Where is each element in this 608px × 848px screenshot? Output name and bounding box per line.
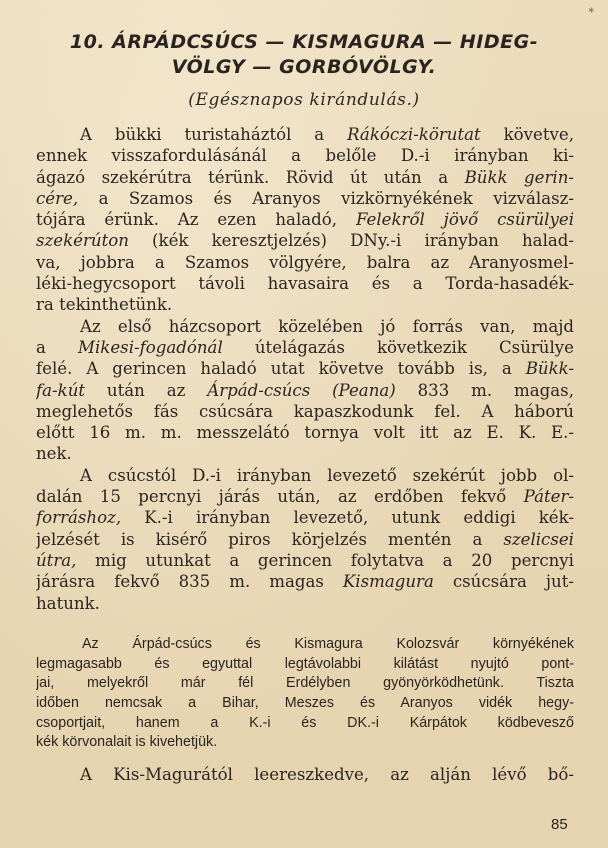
emphasized-text: Bükk-: [525, 359, 574, 379]
line-text: (kék keresztjelzés) DNy.-i irányban halad-: [128, 231, 574, 251]
line-text: A csúcstól D.-i irányban levezető szekérút jobb ol-: [80, 465, 574, 485]
small-print-note: [36, 635, 574, 753]
line-text: útelágazás következik Csürülye: [222, 337, 574, 357]
line-text: felé. A gerincen haladó utat követve tovább is, a: [36, 359, 526, 379]
text-line: [36, 465, 574, 486]
text-line: [36, 209, 574, 230]
emphasized-text: Páter-: [523, 487, 574, 507]
line-text: mig utunkat a gerincen folytatva a 20 percnyi: [76, 550, 574, 570]
line-text: A bükki turistaháztól a: [80, 125, 348, 144]
line-text: a: [36, 337, 78, 357]
text-line: [36, 273, 574, 294]
emphasized-text: szekérúton: [36, 231, 129, 251]
text-line: [36, 733, 574, 753]
text-line: [36, 294, 574, 315]
line-text: kék körvonalait is kivehetjük.: [36, 734, 218, 751]
text-line: [36, 230, 574, 251]
text-line: [36, 188, 574, 209]
line-text: jelzését is kisérő piros körjelzés mentén a: [36, 529, 504, 549]
text-line: [36, 145, 574, 166]
emphasized-text: Bükk gerin-: [464, 167, 574, 187]
text-line: [36, 380, 574, 401]
line-text: ágazó szekérútra térünk. Rövid út után a: [36, 167, 465, 187]
text-line: [36, 422, 574, 443]
body-text: [36, 124, 574, 614]
line-text: va, jobbra a Szamos völgyére, balra az Aranyosmel-: [36, 252, 574, 272]
line-text: járásra fekvő 835 m. magas: [36, 572, 343, 592]
line-text: tójára érünk. Az ezen haladó,: [36, 210, 356, 230]
emphasized-text: Árpád-csúcs (Peana): [207, 380, 396, 400]
text-line: [36, 124, 574, 145]
emphasized-text: fa-kút: [36, 380, 86, 400]
final-paragraph: [36, 764, 574, 785]
heading-line-1: 10. ÁRPÁDCSÚCS — KISMAGURA — HIDEG-: [69, 31, 539, 53]
text-line: [36, 655, 574, 675]
emphasized-text: Kismagura: [342, 572, 434, 592]
text-line: [36, 714, 574, 734]
line-text: 833 m. magas,: [395, 380, 574, 400]
text-line: [36, 316, 574, 337]
line-text: meglehetős fás csúcsára kapaszkodunk fel. A háború: [36, 401, 574, 421]
text-line: [36, 550, 574, 571]
line-text: K.-i irányban levezető, utunk eddigi kék-: [121, 508, 574, 528]
heading-line-2: VÖLGY — GORBÓVÖLGY.: [171, 56, 437, 78]
line-text: csoportjait, hanem a K.-i és DK.-i Kárpátok ködbevesző: [36, 714, 574, 731]
line-text: követve,: [480, 125, 574, 144]
text-line: [36, 486, 574, 507]
emphasized-text: útra,: [36, 550, 77, 570]
page-number: 85: [551, 816, 568, 833]
emphasized-text: Rákóczi-körutat: [347, 125, 481, 144]
corner-mark: *: [588, 6, 594, 19]
text-line: [36, 252, 574, 273]
line-text: jai, melyekről már fél Erdélyben gyönyörködhetünk. Tiszta: [36, 675, 574, 692]
text-line: [36, 694, 574, 714]
text-line: [36, 635, 574, 655]
chapter-subtitle: (Egésznapos kirándulás.): [188, 90, 420, 110]
text-line: [36, 529, 574, 550]
line-text: Az Árpád-csúcs és Kismagura Kolozsvár környékének: [82, 636, 574, 652]
line-text: dalán 15 percnyi járás után, az erdőben fekvő: [36, 487, 524, 507]
emphasized-text: cére,: [36, 188, 79, 208]
emphasized-text: forráshoz,: [36, 508, 122, 528]
line-text: csúcsára jut-: [433, 572, 574, 592]
line-text: Az első házcsoport közelében jó forrás van, majd: [80, 316, 574, 336]
text-line: [36, 358, 574, 379]
chapter-heading: [40, 30, 568, 80]
line-text: hatunk.: [36, 593, 100, 613]
text-line: [36, 507, 574, 528]
text-line: [36, 167, 574, 188]
text-line: [36, 674, 574, 694]
line-text: időben nemcsak a Bihar, Meszes és Aranyos vidék hegy-: [36, 695, 574, 712]
text-line: [36, 571, 574, 592]
text-line: [36, 593, 574, 614]
line-text: ennek visszafordulásánál a belőle D.-i irányban ki-: [36, 146, 574, 166]
text-line: [36, 443, 574, 464]
emphasized-text: Mikesi-fogadónál: [78, 337, 223, 357]
line-text: után az: [85, 380, 208, 400]
text-line: [36, 337, 574, 358]
emphasized-text: Felekről jövő csürülyei: [355, 210, 574, 230]
line-text: a Szamos és Aranyos vizkörnyékének vizválasz-: [78, 188, 574, 208]
line-text: előtt 16 m. m. messzelátó tornya volt itt az E. K. E.-: [36, 423, 574, 443]
text-line: A Kis-Magurától leereszkedve, az alján lévő bő-: [80, 765, 574, 784]
emphasized-text: szelicsei: [503, 529, 574, 549]
line-text: legmagasabb és egyuttal legtávolabbi kilátást nyujtó pont-: [36, 655, 574, 672]
line-text: nek.: [36, 444, 72, 464]
line-text: léki-hegycsoport távoli havasaira és a Torda-hasadék-: [36, 274, 574, 294]
text-line: [36, 401, 574, 422]
line-text: ra tekinthetünk.: [36, 295, 173, 315]
